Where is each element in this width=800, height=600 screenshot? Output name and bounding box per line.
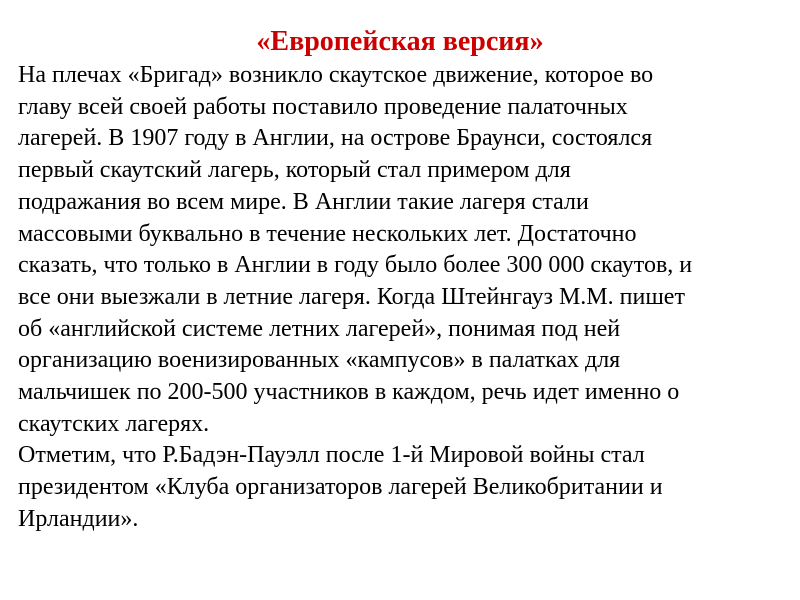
paragraph-2 — [18, 440, 782, 535]
paragraph-1 — [18, 60, 782, 440]
text-line: первый скаутский лагерь, который стал примером для — [18, 157, 571, 184]
text-line: На плечах «Бригад» возникло скаутское движение, которое во — [18, 62, 654, 88]
slide-title: «Европейская версия» — [256, 26, 544, 57]
text-line: об «английской системе летних лагерей», понимая под ней — [18, 315, 621, 342]
text-line: все они выезжали в летние лагеря. Когда Штейнгауз М.М. пишет — [18, 283, 685, 310]
text-line: лагерей. В 1907 году в Англии, на острове Браунси, состоялся — [18, 125, 653, 152]
text-line: скаутских лагерях. — [18, 410, 210, 437]
text-line: Отметим, что Р.Бадэн-Пауэлл после 1-й Мировой войны стал — [18, 442, 645, 469]
text-line: главу всей своей работы поставило проведение палаточных — [18, 93, 628, 120]
text-line: организацию военизированных «кампусов» в палатках для — [18, 347, 621, 374]
text-line: Ирландии». — [18, 505, 139, 532]
text-line: подражания во всем мире. В Англии такие лагеря стали — [18, 188, 589, 215]
text-line: сказать, что только в Англии в году было более 300 000 скаутов, и — [18, 252, 693, 279]
text-line: президентом «Клуба организаторов лагерей Великобритании и — [18, 474, 663, 501]
text-line: мальчишек по 200-500 участников в каждом, речь идет именно о — [18, 379, 680, 406]
text-line: массовыми буквально в течение нескольких лет. Достаточно — [18, 220, 637, 247]
